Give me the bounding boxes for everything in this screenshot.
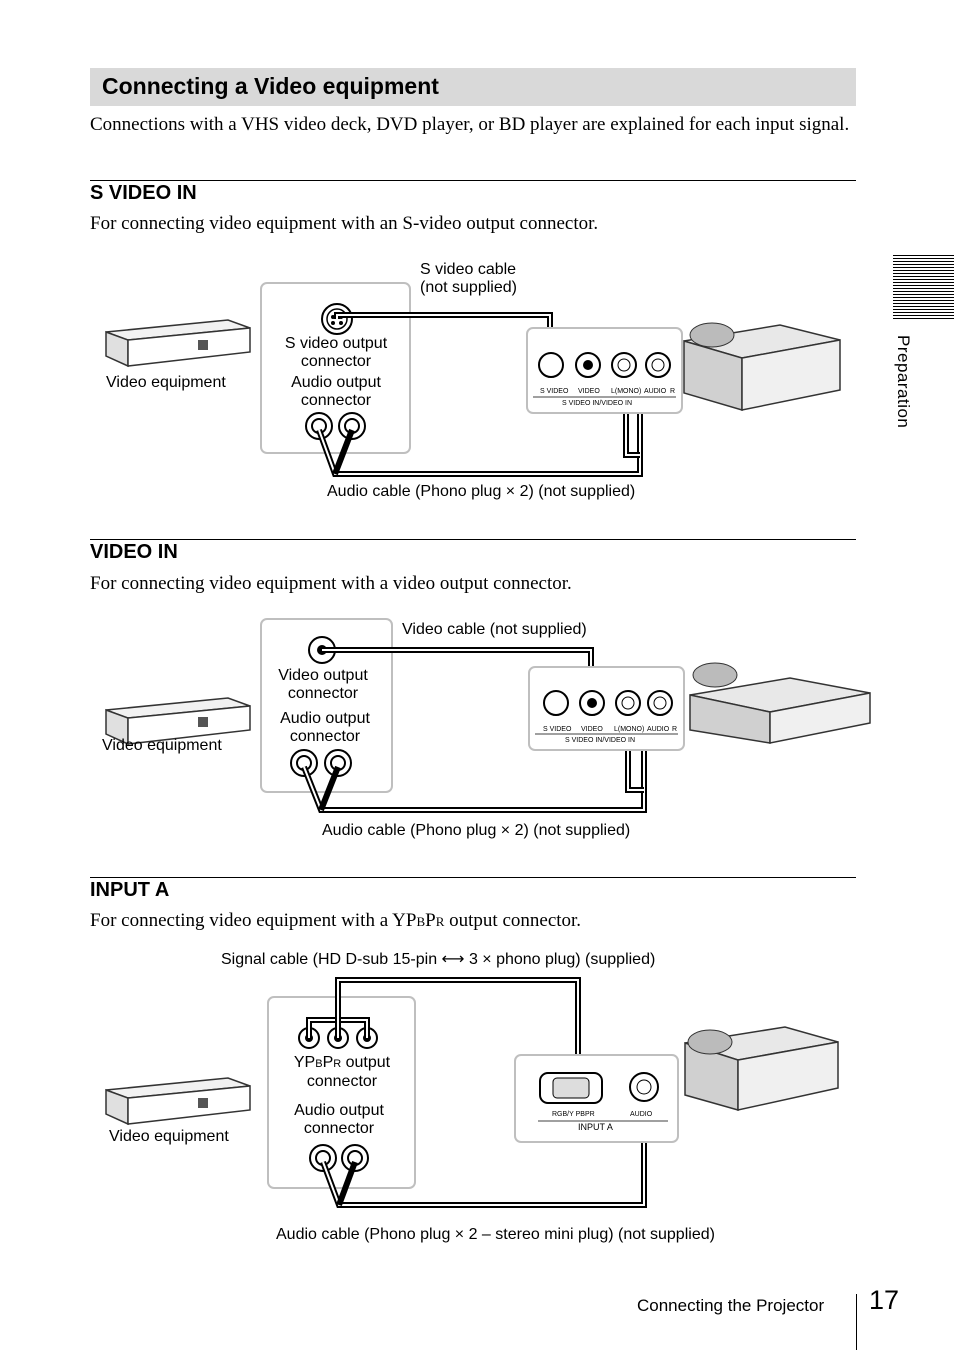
panel-group-label: INPUT A xyxy=(578,1122,613,1132)
label-line: connector xyxy=(303,1120,375,1137)
label-text: YP xyxy=(293,1054,316,1071)
projector xyxy=(690,663,870,743)
section-title-bar xyxy=(90,68,856,106)
video-equipment-label: Video equipment xyxy=(106,374,226,391)
footer-divider xyxy=(856,1294,857,1350)
audio-output-label xyxy=(274,1102,404,1138)
panel-label-s-video: S VIDEO xyxy=(540,388,569,395)
label-text: Signal cable (HD D-sub 15-pin xyxy=(221,951,438,968)
intro-text: Connections with a VHS video deck, DVD player, or BD player are explained for each input signal. xyxy=(90,114,850,135)
s-video-input-jack xyxy=(544,691,568,715)
label-line: (not supplied) xyxy=(420,279,517,296)
panel-label-l-mono: L(MONO) xyxy=(611,388,642,395)
s-video-cable-label xyxy=(420,261,517,297)
video-equipment-device xyxy=(106,1078,250,1124)
label-line: connector xyxy=(300,392,372,409)
panel-label-audio: AUDIO xyxy=(647,726,670,733)
section-heading: S VIDEO IN xyxy=(90,182,197,204)
label-line: Video output xyxy=(278,667,368,684)
audio-output-label xyxy=(270,374,402,410)
video-equipment-label: Video equipment xyxy=(109,1128,229,1145)
panel-label-r: R xyxy=(670,388,676,395)
label-line: Audio output xyxy=(291,374,381,391)
panel-label-s-video: S VIDEO xyxy=(543,726,572,733)
footer-label: Connecting the Projector xyxy=(637,1296,825,1315)
side-tab-label: Preparation xyxy=(894,335,913,429)
label-line: S video output xyxy=(284,335,388,352)
section-heading: VIDEO IN xyxy=(90,541,178,563)
section-description: For connecting video equipment with an S-video output connector. xyxy=(90,213,599,234)
label-text: 3 × phono plug) (supplied) xyxy=(468,951,656,968)
label-line: connector xyxy=(289,728,361,745)
label-text: P xyxy=(322,1054,334,1071)
label-line: S video cable xyxy=(420,261,517,278)
description-text: output connector. xyxy=(444,910,582,931)
section-description xyxy=(90,910,581,932)
section-description: For connecting video equipment with a video output connector. xyxy=(90,573,572,594)
label-line: connector xyxy=(306,1073,378,1090)
subscript-r: R xyxy=(435,914,445,929)
signal-cable-label xyxy=(221,951,655,969)
video-output-label xyxy=(262,667,384,703)
label-line: connector xyxy=(287,685,359,702)
audio-cable-label: Audio cable (Phono plug × 2) (not supplied) xyxy=(322,822,631,839)
panel-label-video: VIDEO xyxy=(581,726,603,733)
video-equipment-device xyxy=(106,320,250,366)
video-equipment-label: Video equipment xyxy=(102,737,222,754)
audio-cable-label: Audio cable (Phono plug × 2 – stereo mini plug) (not supplied) xyxy=(276,1226,715,1243)
subscript-b: B xyxy=(315,1058,323,1070)
panel-group-label: S VIDEO IN/VIDEO IN xyxy=(565,737,636,744)
page-number: 17 xyxy=(869,1285,900,1315)
video-in-diagram xyxy=(0,615,954,845)
s-video-input-jack xyxy=(539,353,563,377)
label-line xyxy=(276,1054,408,1073)
video-cable-label: Video cable (not supplied) xyxy=(402,621,587,638)
section-heading: INPUT A xyxy=(90,879,170,901)
label-line: connector xyxy=(300,353,372,370)
panel-label-l-mono: L(MONO) xyxy=(614,726,645,733)
description-text: P xyxy=(425,910,436,931)
audio-cable-label: Audio cable (Phono plug × 2) (not supplied) xyxy=(327,483,636,500)
panel-label-audio: AUDIO xyxy=(630,1111,653,1118)
panel-label-r: R xyxy=(672,726,678,733)
section-rule xyxy=(90,180,856,181)
projector xyxy=(684,323,840,410)
description-text: For connecting video equipment with a YP xyxy=(90,910,417,931)
panel-label-rgb: RGB/Y PBPR xyxy=(552,1111,595,1118)
subscript-b: B xyxy=(416,914,426,929)
panel-label-audio: AUDIO xyxy=(644,388,667,395)
ypbpr-output-label xyxy=(276,1054,408,1091)
subscript-r: R xyxy=(333,1058,342,1070)
s-video-output-label xyxy=(270,335,402,371)
label-line: Audio output xyxy=(280,710,370,727)
panel-group-label: S VIDEO IN/VIDEO IN xyxy=(562,400,633,407)
projector xyxy=(685,1027,838,1110)
double-arrow-icon: ⟷ xyxy=(441,951,465,968)
label-line: Audio output xyxy=(294,1102,384,1119)
section-rule xyxy=(90,539,856,540)
section-rule xyxy=(90,877,856,878)
section-title: Connecting a Video equipment xyxy=(102,73,439,99)
input-a-diagram xyxy=(0,970,954,1220)
label-text: output xyxy=(341,1054,391,1071)
audio-output-label xyxy=(262,710,388,746)
panel-label-video: VIDEO xyxy=(578,388,600,395)
